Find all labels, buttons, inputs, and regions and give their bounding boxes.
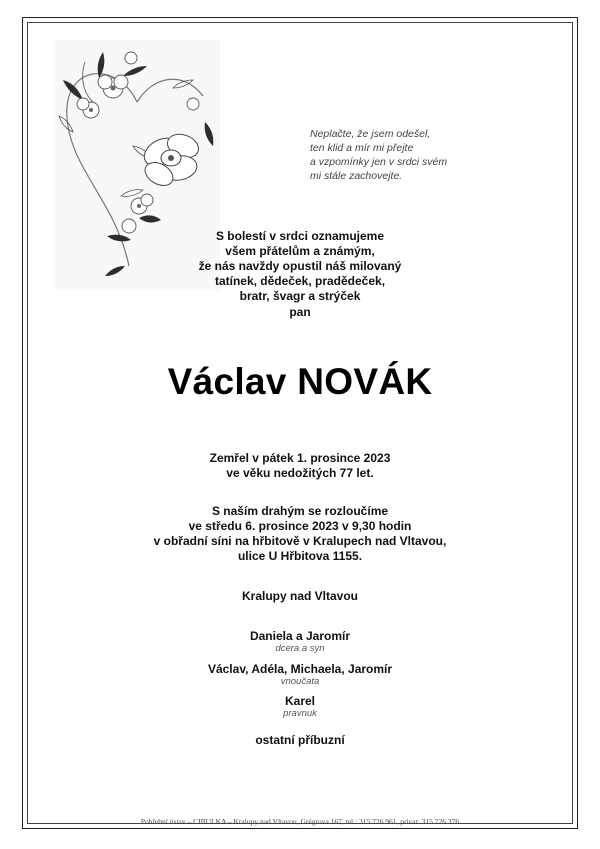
mourner-name: Karel	[284, 694, 316, 708]
ceremony-line: S naším drahým se rozloučíme	[211, 504, 389, 518]
salutation: pan	[289, 305, 311, 319]
mourner-name: Václav, Adéla, Michaela, Jaromír	[207, 662, 393, 676]
mourner-entry	[0, 694, 600, 720]
ceremony-info	[0, 504, 600, 564]
mourner-entry	[0, 662, 600, 688]
mourner-name: Daniela a Jaromír	[249, 629, 351, 643]
other-relatives: ostatní příbuzní	[255, 733, 345, 747]
ceremony-line: ve středu 6. prosince 2023 v 9,30 hodin	[188, 519, 412, 533]
mourner-relation: vnoučata	[280, 676, 320, 687]
death-line: Zemřel v pátek 1. prosince 2023	[209, 451, 391, 465]
mourner-relation: dcera a syn	[275, 643, 325, 654]
place-name: Kralupy nad Vltavou	[241, 589, 359, 603]
death-info	[0, 451, 600, 481]
poem-line: Neplačte, že jsem odešel,	[310, 128, 431, 140]
announcement-line: S bolestí v srdci oznamujeme	[215, 229, 385, 243]
funeral-home-footer: Pohřební ústav – CIBULKA – Kralupy nad Vltavou, Grégrova 167, tel.: 315 726 961, privat: 315 726 376	[140, 817, 460, 826]
poem-line: mi stále zachovejte.	[310, 170, 403, 182]
announcement-line: tatínek, dědeček, pradědeček,	[214, 274, 386, 288]
ceremony-line: v obřadní síni na hřbitově v Kralupech nad Vltavou,	[153, 534, 447, 548]
announcement-line: všem přátelům a známým,	[225, 244, 375, 258]
ceremony-line: ulice U Hřbitova 1155.	[237, 549, 363, 563]
deceased-name: Václav NOVÁK	[167, 361, 433, 402]
poem-line: a vzpomínky jen v srdci svém	[310, 156, 448, 168]
poem-verse	[310, 127, 510, 183]
announcement-text	[0, 229, 600, 304]
announcement-line: bratr, švagr a strýček	[239, 289, 361, 303]
death-line: ve věku nedožitých 77 let.	[226, 466, 374, 480]
mourner-relation: pravnuk	[283, 708, 317, 719]
poem-line: ten klid a mír mi přejte	[310, 142, 414, 154]
announcement-line: že nás navždy opustil náš milovaný	[198, 259, 402, 273]
mourner-entry	[0, 629, 600, 655]
